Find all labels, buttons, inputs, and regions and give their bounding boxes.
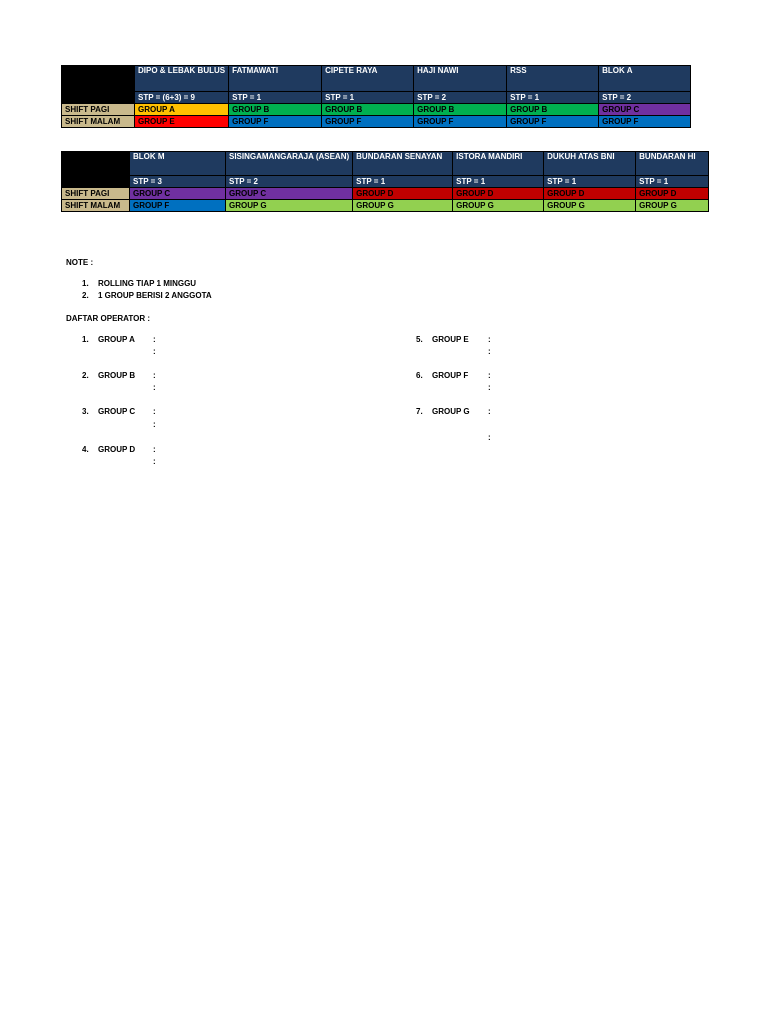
- operator-number: 2.: [82, 371, 89, 380]
- shift-pagi-label: SHIFT PAGI: [62, 104, 135, 116]
- note-item-number: 2.: [82, 291, 89, 300]
- group-cell: GROUP G: [544, 200, 636, 212]
- stp-value: STP = (6+3) = 9: [135, 92, 229, 104]
- colon: :: [488, 335, 491, 344]
- operator-group: [416, 335, 487, 345]
- stp-value: STP = 1: [229, 92, 322, 104]
- colon: :: [153, 445, 156, 454]
- station-header: BLOK A: [599, 66, 691, 92]
- group-cell: GROUP G: [636, 200, 709, 212]
- stp-value: STP = 1: [636, 176, 709, 188]
- note-item-number: 1.: [82, 279, 89, 288]
- colon: :: [153, 371, 156, 380]
- note-item-text: ROLLING TIAP 1 MINGGU: [98, 279, 197, 288]
- group-cell: GROUP F: [414, 116, 507, 128]
- operator-group-label: GROUP G: [432, 407, 470, 416]
- group-cell: GROUP G: [453, 200, 544, 212]
- schedule-table-2: [61, 151, 709, 212]
- colon: :: [153, 383, 156, 392]
- group-cell: GROUP A: [135, 104, 229, 116]
- operator-group: [416, 371, 487, 381]
- group-cell: GROUP G: [226, 200, 353, 212]
- operator-title: DAFTAR OPERATOR :: [66, 314, 150, 323]
- note-item-text: 1 GROUP BERISI 2 ANGGOTA: [98, 291, 212, 300]
- operator-group-label: GROUP E: [432, 335, 469, 344]
- stp-value: STP = 1: [353, 176, 453, 188]
- group-cell: GROUP B: [322, 104, 414, 116]
- stp-value: STP = 2: [599, 92, 691, 104]
- group-cell: GROUP F: [229, 116, 322, 128]
- group-cell: GROUP F: [599, 116, 691, 128]
- stp-value: STP = 1: [453, 176, 544, 188]
- group-cell: GROUP E: [135, 116, 229, 128]
- station-header: BUNDARAN HI: [636, 152, 709, 176]
- colon: :: [153, 420, 156, 429]
- operator-number: 3.: [82, 407, 89, 416]
- operator-number: 5.: [416, 335, 423, 344]
- colon: :: [488, 383, 491, 392]
- group-cell: GROUP C: [226, 188, 353, 200]
- stp-value: STP = 2: [414, 92, 507, 104]
- stp-value: STP = 3: [130, 176, 226, 188]
- operator-number: 6.: [416, 371, 423, 380]
- shift-malam-label: SHIFT MALAM: [62, 200, 130, 212]
- group-cell: GROUP C: [130, 188, 226, 200]
- schedule-table-1: [61, 65, 691, 128]
- table-corner: [62, 66, 135, 104]
- station-header: FATMAWATI: [229, 66, 322, 92]
- operator-group: [82, 335, 153, 345]
- colon: :: [153, 347, 156, 356]
- colon: :: [488, 433, 491, 442]
- operator-group: [82, 407, 153, 417]
- group-cell: GROUP D: [453, 188, 544, 200]
- colon: :: [488, 371, 491, 380]
- operator-group: [416, 407, 487, 417]
- operator-number: 1.: [82, 335, 89, 344]
- operator-group-label: GROUP D: [98, 445, 136, 454]
- operator-group: [82, 445, 153, 455]
- station-header: BUNDARAN SENAYAN: [353, 152, 453, 176]
- operator-group-label: GROUP C: [98, 407, 136, 416]
- colon: :: [153, 457, 156, 466]
- table-corner: [62, 152, 130, 188]
- station-header: CIPETE RAYA: [322, 66, 414, 92]
- shift-pagi-label: SHIFT PAGI: [62, 188, 130, 200]
- group-cell: GROUP F: [130, 200, 226, 212]
- station-header: HAJI NAWI: [414, 66, 507, 92]
- station-header: ISTORA MANDIRI: [453, 152, 544, 176]
- operator-group-label: GROUP A: [98, 335, 135, 344]
- stp-value: STP = 1: [507, 92, 599, 104]
- group-cell: GROUP G: [353, 200, 453, 212]
- operator-number: 7.: [416, 407, 423, 416]
- colon: :: [153, 407, 156, 416]
- station-header: RSS: [507, 66, 599, 92]
- note-title: NOTE :: [66, 258, 94, 267]
- station-header: BLOK M: [130, 152, 226, 176]
- operator-number: 4.: [82, 445, 89, 454]
- group-cell: GROUP D: [636, 188, 709, 200]
- group-cell: GROUP F: [507, 116, 599, 128]
- group-cell: GROUP B: [229, 104, 322, 116]
- note-item: [82, 279, 196, 289]
- station-header: DIPO & LEBAK BULUS: [135, 66, 229, 92]
- operator-group-label: GROUP B: [98, 371, 136, 380]
- station-header: SISINGAMANGARAJA (ASEAN): [226, 152, 353, 176]
- group-cell: GROUP D: [544, 188, 636, 200]
- stp-value: STP = 2: [226, 176, 353, 188]
- note-item: [82, 291, 212, 301]
- colon: :: [488, 347, 491, 356]
- operator-group-label: GROUP F: [432, 371, 469, 380]
- stp-value: STP = 1: [322, 92, 414, 104]
- shift-malam-label: SHIFT MALAM: [62, 116, 135, 128]
- station-header: DUKUH ATAS BNI: [544, 152, 636, 176]
- group-cell: GROUP D: [353, 188, 453, 200]
- group-cell: GROUP F: [322, 116, 414, 128]
- operator-group: [82, 371, 153, 381]
- colon: :: [153, 335, 156, 344]
- colon: :: [488, 407, 491, 416]
- group-cell: GROUP B: [507, 104, 599, 116]
- group-cell: GROUP C: [599, 104, 691, 116]
- stp-value: STP = 1: [544, 176, 636, 188]
- group-cell: GROUP B: [414, 104, 507, 116]
